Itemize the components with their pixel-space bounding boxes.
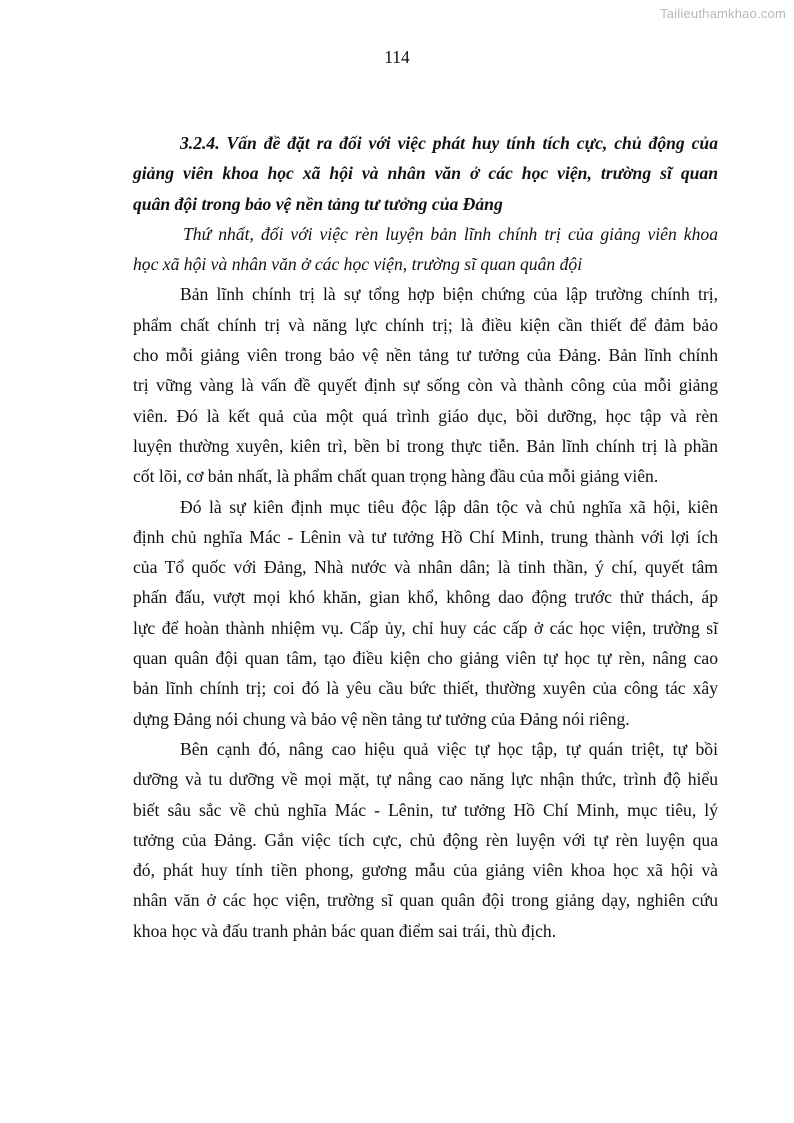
text-line: biết sâu sắc về chủ nghĩa Mác - Lênin, tư tưởng Hồ Chí Minh, mục tiêu, lý [133, 799, 718, 820]
text-line: dưỡng và tu dưỡng về mọi mặt, tự nâng cao năng lực nhận thức, trình độ hiểu [133, 769, 718, 790]
heading-line: 3.2.4. Vấn đề đặt ra đối với việc phát huy tính tích cực, chủ động của [180, 133, 718, 153]
text-line: Bên cạnh đó, nâng cao hiệu quả việc tự học tập, tự quán triệt, tự bồi [180, 738, 718, 759]
text-line: khoa học và đấu tranh phản bác quan điểm sai trái, thù địch. [133, 920, 557, 941]
text-line: trị vững vàng là vấn đề quyết định sự sống còn và thành công của mỗi giảng [133, 375, 718, 396]
text-line: phấn đấu, vượt mọi khó khăn, gian khổ, không dao động trước thử thách, áp [133, 587, 718, 608]
paragraph-2 [133, 492, 718, 734]
page-number: 114 [384, 47, 410, 67]
text-line: luyện thường xuyên, kiên trì, bền bỉ trong thực tiễn. Bản lĩnh chính trị là phần [133, 435, 718, 456]
subheading-line: học xã hội và nhân văn ở các học viện, trường sĩ quan quân đội [133, 254, 583, 275]
text-line: cốt lõi, cơ bản nhất, là phẩm chất quan trọng hàng đầu của mỗi giảng viên. [133, 466, 659, 487]
text-line: cho mỗi giảng viên trong bảo vệ nền tảng tư tưởng của Đảng. Bản lĩnh chính [133, 345, 718, 366]
text-line: viên. Đó là kết quả của một quá trình giáo dục, bồi dưỡng, học tập và rèn [133, 405, 718, 426]
section-heading [133, 128, 718, 219]
text-line: quan quân đội quan tâm, tạo điều kiện cho giảng viên tự học tự rèn, nâng cao [133, 648, 718, 669]
text-line: dựng Đảng nói chung và bảo vệ nền tảng tư tưởng của Đảng nói riêng. [133, 708, 630, 729]
text-line: Bản lĩnh chính trị là sự tổng hợp biện chứng của lập trường chính trị, [180, 284, 718, 305]
paragraph-1 [133, 279, 718, 491]
text-line: lực để hoàn thành nhiệm vụ. Cấp ủy, chỉ huy các cấp ở các học viện, trường sĩ [133, 617, 718, 638]
subheading-line: Thứ nhất, đối với việc rèn luyện bản lĩnh chính trị của giảng viên khoa [183, 223, 718, 244]
document-body [133, 128, 718, 946]
text-line: đó, phát huy tính tiền phong, gương mẫu của giảng viên khoa học xã hội và [133, 860, 718, 881]
text-line: phẩm chất chính trị và năng lực chính trị; là điều kiện cần thiết để đảm bảo [133, 314, 718, 335]
text-line: nhân văn ở các học viện, trường sĩ quan quân đội trong giảng dạy, nghiên cứu [133, 890, 718, 911]
text-line: bản lĩnh chính trị; coi đó là yêu cầu bức thiết, thường xuyên của công tác xây [133, 678, 718, 699]
subsection-heading [133, 219, 718, 280]
paragraph-3 [133, 734, 718, 946]
watermark: Tailieuthamkhao.com [660, 6, 786, 21]
text-line: tưởng của Đảng. Gắn việc tích cực, chủ động rèn luyện với tự rèn luyện qua [133, 829, 718, 850]
text-line: định chủ nghĩa Mác - Lênin và tư tưởng Hồ Chí Minh, trung thành với lợi ích [133, 526, 718, 547]
heading-line: quân đội trong bảo vệ nền tảng tư tưởng của Đảng [133, 193, 503, 214]
text-line: Đó là sự kiên định mục tiêu độc lập dân tộc và chủ nghĩa xã hội, kiên [180, 496, 718, 517]
heading-line: giảng viên khoa học xã hội và nhân văn ở các học viện, trường sĩ quan [133, 163, 718, 184]
text-line: của Tổ quốc với Đảng, Nhà nước và nhân dân; là tinh thần, ý chí, quyết tâm [133, 557, 718, 578]
